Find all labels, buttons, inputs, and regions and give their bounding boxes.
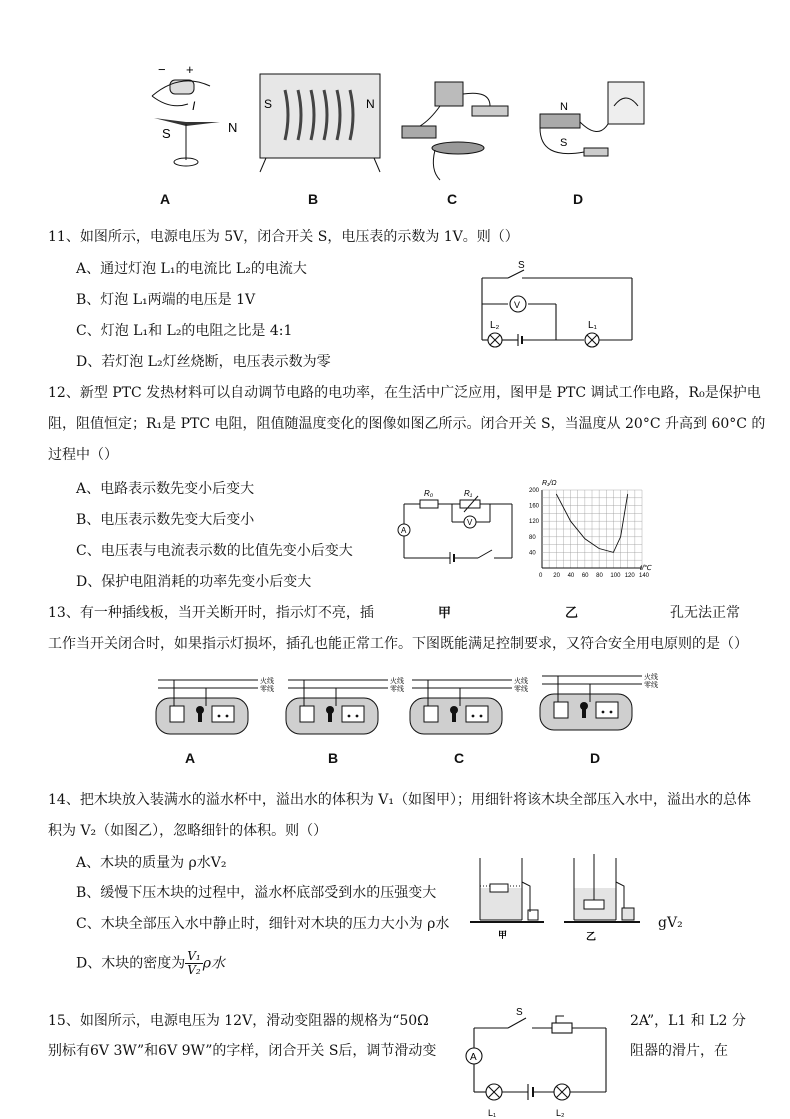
- q14-option-b: B、缓慢下压木块的过程中，溢水杯底部受到水的压强变大: [76, 885, 437, 901]
- svg-text:L₂: L₂: [556, 1108, 565, 1118]
- svg-text:甲: 甲: [498, 930, 508, 940]
- chart-x-tick-label: 0: [539, 573, 543, 579]
- q13-figure: [150, 670, 658, 742]
- chart-x-tick-label: 40: [567, 573, 575, 579]
- chart-xlabel: t/℃: [640, 565, 652, 572]
- svg-text:L₁: L₁: [588, 320, 597, 331]
- q12-r1-temperature-chart: [522, 476, 654, 592]
- q10-fig-a-solenoid: [152, 62, 237, 166]
- q12-option-c: C、电压表与电流表示数的比值先变小后变大: [76, 543, 353, 559]
- chart-x-tick-label: 140: [639, 573, 650, 579]
- svg-text:N: N: [228, 120, 238, 135]
- q11-option-b: B、灯泡 L₁两端的电压是 1V: [76, 292, 256, 308]
- svg-text:V: V: [514, 300, 521, 310]
- q14-fig-yi: [564, 854, 640, 922]
- q14-option-c-tail: gV₂: [658, 915, 683, 931]
- chart-y-tick-label: 80: [529, 534, 536, 541]
- q12-stem-line3: 过程中（）: [48, 447, 118, 463]
- svg-text:火线: 火线: [260, 678, 274, 685]
- q13-label-d: D: [590, 750, 601, 766]
- chart-y-tick-label: 40: [529, 550, 536, 557]
- q10-figure: [140, 60, 680, 210]
- q11-stem: 11、如图所示，电源电压为 5V，闭合开关 S，电压表的示数为 1V。则（）: [48, 229, 519, 245]
- svg-text:N: N: [560, 101, 568, 113]
- q14-option-d-fraction: $\frac{\text{V₁}}{\text{V₂}}$: [187, 949, 201, 977]
- q13-stem-line1-a: 13、有一种插线板，当开关断开时，指示灯不亮，插: [48, 605, 374, 621]
- q13-label-b: B: [328, 750, 339, 766]
- svg-text:S: S: [516, 1007, 523, 1018]
- svg-text:S: S: [162, 126, 171, 141]
- q11-option-a: A、通过灯泡 L₁的电流比 L₂的电流大: [76, 261, 307, 277]
- q14-fig-jia: [470, 858, 544, 922]
- q12-option-b: B、电压表示数先变大后变小: [76, 512, 255, 528]
- q12-stem-line2: 阻，阻值恒定；R₁是 PTC 电阻，阻值随温度变化的图像如图乙所示。闭合开关 S，当温度从 20°C 升高到 60°C 的: [48, 416, 766, 432]
- chart-ylabel: R₁/Ω: [542, 480, 557, 487]
- q13-stem-line1-b: 孔无法正常: [670, 605, 740, 621]
- q13-stem-line2: 工作当开关闭合时，如果指示灯损坏，插孔也能正常工作。下图既能满足控制要求，又符合安全用电原则的是（）: [48, 636, 748, 652]
- q11-option-c: C、灯泡 L₁和 L₂的电阻之比是 4:1: [76, 323, 293, 339]
- svg-text:R₀: R₀: [424, 489, 434, 498]
- q11-circuit: [478, 256, 638, 356]
- q10-fig-b-filings: [260, 74, 380, 172]
- q15-stem-line2-b: 阻器的滑片，在: [630, 1043, 728, 1059]
- q12-circuit: [394, 484, 522, 568]
- svg-text:+: +: [186, 62, 194, 77]
- svg-text:L₂: L₂: [490, 320, 500, 331]
- svg-text:火线: 火线: [514, 678, 528, 685]
- svg-text:R₁: R₁: [464, 489, 473, 498]
- q13-option-c-diagram: [410, 676, 528, 734]
- svg-text:乙: 乙: [586, 932, 596, 943]
- q15-circuit: [462, 1004, 614, 1118]
- chart-x-tick-label: 60: [581, 573, 589, 579]
- chart-y-tick-label: 120: [529, 519, 540, 526]
- svg-text:N: N: [366, 97, 375, 111]
- svg-text:−: −: [158, 62, 166, 77]
- q14-option-d: D、木块的密度为 $\frac{\text{V₁}}{\text{V₂}}$ ρ水: [76, 949, 225, 977]
- chart-x-tick-label: 80: [596, 573, 603, 579]
- q10-fig-d-apparatus: [540, 82, 644, 156]
- q14-stem-line1: 14、把木块放入装满水的溢水杯中，溢出水的体积为 V₁（如图甲）；用细针将该木块全部压入水中，溢出水的总体: [48, 792, 751, 808]
- q15-stem-line2-a: 别标有6V 3W”和6V 9W”的字样，闭合开关 S后，调节滑动变: [48, 1043, 437, 1059]
- q13-option-a-diagram: [156, 676, 274, 734]
- q13-label-a: A: [185, 750, 196, 766]
- svg-text:S: S: [560, 137, 568, 149]
- q10-label-c: C: [447, 191, 458, 207]
- q13-option-d-diagram: [540, 672, 658, 730]
- q10-label-a: A: [160, 191, 171, 207]
- q13-stem-yi: 乙: [565, 606, 579, 621]
- q15-stem-line1-a: 15、如图所示，电源电压为 12V，滑动变阻器的规格为“50Ω: [48, 1013, 429, 1029]
- svg-text:I: I: [192, 99, 196, 113]
- chart-x-tick-label: 120: [624, 573, 635, 579]
- chart-x-tick-label: 100: [610, 573, 621, 579]
- svg-text:L₁: L₁: [488, 1108, 497, 1118]
- q13-stem-jia: 甲: [438, 606, 452, 621]
- q12-option-a: A、电路表示数先变小后变大: [76, 481, 255, 497]
- q14-option-c: C、木块全部压入水中静止时，细针对木块的压力大小为 ρ水: [76, 916, 450, 932]
- svg-text:A: A: [470, 1052, 477, 1063]
- q14-stem-line2: 积为 V₂（如图乙），忽略细针的体积。则（）: [48, 823, 328, 839]
- svg-text:S: S: [518, 260, 525, 271]
- q15-stem-line1-b: 2A”，L1 和 L2 分: [630, 1013, 746, 1029]
- svg-text:火线: 火线: [644, 674, 658, 681]
- svg-text:V: V: [467, 518, 473, 527]
- q13-label-c: C: [454, 750, 465, 766]
- q10-label-b: B: [308, 191, 319, 207]
- chart-y-tick-label: 200: [529, 488, 540, 494]
- q12-stem-line1: 12、新型 PTC 发热材料可以自动调节电路的电功率，在生活中广泛应用，图甲是 PTC 调试工作电路，R₀是保护电: [48, 385, 761, 401]
- svg-text:零线: 零线: [260, 686, 274, 693]
- q12-option-d: D、保护电阻消耗的功率先变小后变大: [76, 574, 312, 590]
- chart-x-tick-label: 20: [553, 573, 560, 579]
- svg-text:零线: 零线: [390, 686, 404, 693]
- svg-text:火线: 火线: [390, 678, 404, 685]
- q14-option-a: A、木块的质量为 ρ水V₂: [76, 855, 227, 871]
- q11-option-d: D、若灯泡 L₂灯丝烧断，电压表示数为零: [76, 354, 331, 370]
- q10-label-d: D: [573, 191, 584, 207]
- svg-text:A: A: [401, 526, 407, 535]
- q13-option-b-diagram: [286, 676, 404, 734]
- q10-fig-c-apparatus: [402, 82, 508, 180]
- q14-option-d-text: D、木块的密度为: [76, 955, 186, 972]
- q14-figure: [468, 852, 652, 944]
- svg-text:零线: 零线: [514, 686, 528, 693]
- chart-y-tick-label: 160: [529, 503, 540, 510]
- svg-text:零线: 零线: [644, 682, 658, 689]
- svg-text:S: S: [264, 97, 273, 111]
